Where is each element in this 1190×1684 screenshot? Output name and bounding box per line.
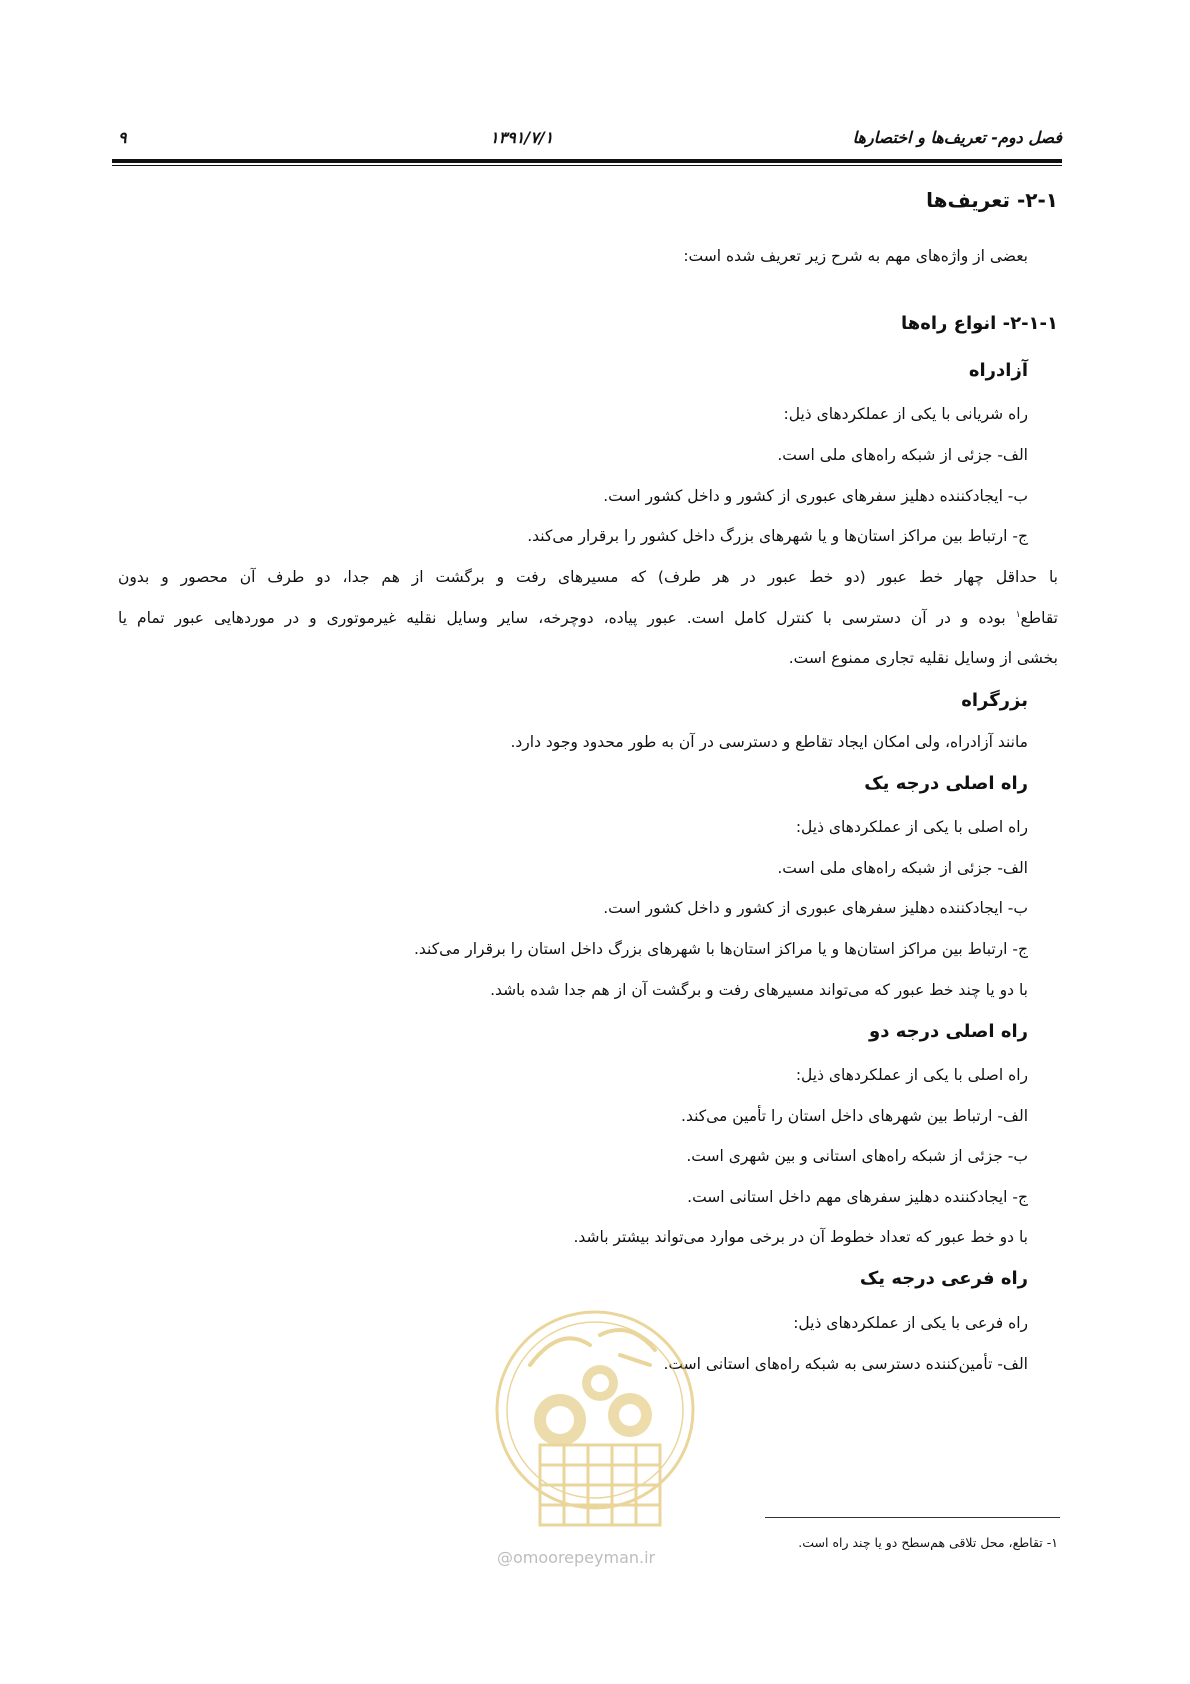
main-road-2-line: ج- ایجادکننده دهلیز سفرهای مهم داخل استانی است.: [687, 1188, 1028, 1206]
watermark-site: @omoorepeyman.ir: [497, 1548, 656, 1567]
header-rule-thin: [112, 165, 1062, 166]
main-road-2-line: با دو خط عبور که تعداد خطوط آن در برخی موارد می‌تواند بیشتر باشد.: [573, 1228, 1028, 1246]
expressway-title: بزرگراه: [961, 690, 1028, 711]
main-road-1-title: راه اصلی درجه یک: [864, 773, 1028, 794]
expressway-line: مانند آزادراه، ولی امکان ایجاد تقاطع و دسترسی در آن به طور محدود وجود دارد.: [510, 733, 1028, 751]
main-road-1-line: ب- ایجادکننده دهلیز سفرهای عبوری از کشور و داخل کشور است.: [603, 899, 1028, 917]
freeway-paragraph-text: بوده و در آن دسترسی با کنترل کامل است. عبور پیاده، دوچرخه، سایر وسایل نقلیه غیرموتوری و در موردهایی عبور تمام یا: [118, 609, 1016, 627]
page-number: ۹: [118, 128, 127, 147]
main-road-2-line: راه اصلی با یکی از عملکردهای ذیل:: [795, 1066, 1028, 1084]
main-road-1-line: ج- ارتباط بین مراکز استان‌ها و یا مراکز استان‌ها با شهرهای بزرگ داخل استان را برقرار می‌کند.: [413, 940, 1028, 958]
freeway-paragraph-line: [118, 609, 1058, 627]
watermark-logo-icon: [490, 1305, 700, 1555]
main-road-1-line: الف- جزئی از شبکه راه‌های ملی است.: [777, 859, 1028, 877]
freeway-paragraph-line: بخشی از وسایل نقلیه تجاری ممنوع است.: [788, 649, 1058, 667]
main-road-1-line: با دو یا چند خط عبور که می‌تواند مسیرهای رفت و برگشت آن از هم جدا شده باشد.: [490, 981, 1028, 999]
main-road-2-title: راه اصلی درجه دو: [869, 1021, 1028, 1042]
freeway-paragraph-line: با حداقل چهار خط عبور (دو خط عبور در هر طرف) که مسیرهای رفت و برگشت از هم جدا، دو طرف آن محصور و بدون: [118, 568, 1058, 586]
main-road-2-line: ب- جزئی از شبکه راه‌های استانی و بین شهری است.: [686, 1147, 1028, 1165]
header-rule: [112, 159, 1062, 163]
freeway-title: آزادراه: [968, 360, 1028, 381]
secondary-road-1-title: راه فرعی درجه یک: [859, 1268, 1028, 1289]
section-intro: بعضی از واژه‌های مهم به شرح زیر تعریف شده است:: [683, 247, 1028, 265]
chapter-title: فصل دوم- تعریف‌ها و اختصارها: [852, 128, 1062, 147]
freeway-line: الف- جزئی از شبکه راه‌های ملی است.: [777, 446, 1028, 464]
header-date: ۱۳۹۱/۷/۱: [490, 128, 554, 147]
footnote-marker[interactable]: ۱: [1015, 609, 1021, 620]
subsection-heading: ۲-۱-۱- انواع راه‌ها: [901, 313, 1058, 334]
section-heading: ۲-۱- تعریف‌ها: [926, 188, 1058, 212]
footnote: ۱- تقاطع، محل تلاقی هم‌سطح دو یا چند راه است.: [798, 1535, 1058, 1550]
footnote-rule: [765, 1517, 1060, 1518]
secondary-road-1-line: راه فرعی با یکی از عملکردهای ذیل:: [793, 1314, 1028, 1332]
main-road-2-line: الف- ارتباط بین شهرهای داخل استان را تأمین می‌کند.: [681, 1107, 1028, 1125]
freeway-line: ج- ارتباط بین مراکز استان‌ها و یا شهرهای بزرگ داخل کشور را برقرار می‌کند.: [527, 527, 1028, 545]
secondary-road-1-line: الف- تأمین‌کننده دسترسی به شبکه راه‌های استانی است.: [663, 1355, 1028, 1373]
freeway-line: راه شریانی با یکی از عملکردهای ذیل:: [783, 405, 1028, 423]
freeway-line: ب- ایجادکننده دهلیز سفرهای عبوری از کشور و داخل کشور است.: [603, 487, 1028, 505]
main-road-1-line: راه اصلی با یکی از عملکردهای ذیل:: [795, 818, 1028, 836]
footnote-anchor-text: تقاطع: [1020, 609, 1058, 627]
